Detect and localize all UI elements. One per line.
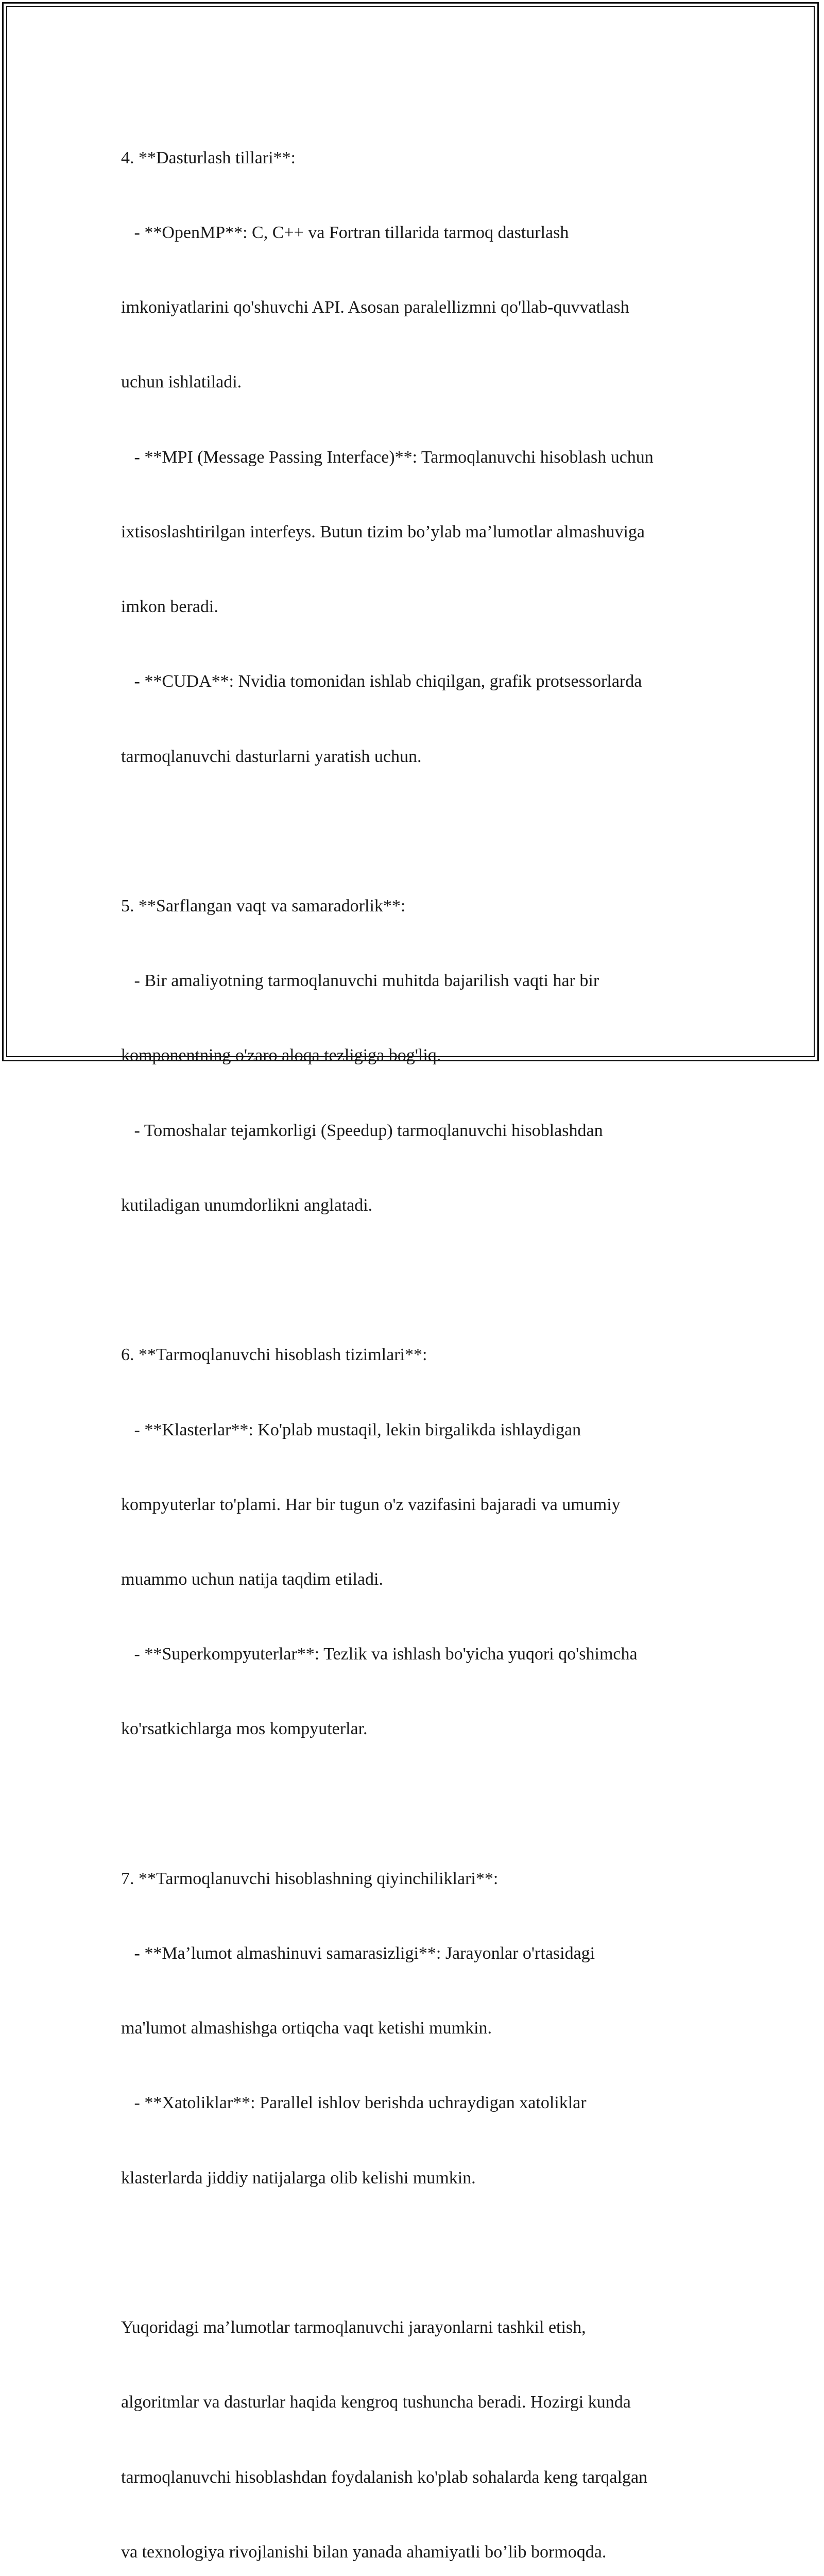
paragraph-gap (121, 819, 729, 844)
text-line: Yuqoridagi ma’lumotlar tarmoqlanuvchi jarayonlarni tashkil etish, (121, 2318, 586, 2337)
text-line: kompyuterlar to'plami. Har bir tugun o'z vazifasini bajaradi va umumiy (121, 1495, 621, 1514)
section-challenges (121, 1817, 729, 2241)
text-line: tarmoqlanuvchi hisoblashdan foydalanish ko'plab sohalarda keng tarqalgan (121, 2467, 648, 2487)
text-line: ixtisoslashtirilgan interfeys. Butun tizim bo’ylab ma’lumotlar almashuviga (121, 522, 645, 541)
section-programming-languages (121, 96, 729, 819)
text-line: algoritmlar va dasturlar haqida kengroq tushuncha beradi. Hozirgi kunda (121, 2393, 631, 2412)
text-line: va texnologiya rivojlanishi bilan yanada ahamiyatli bo’lib bormoqda. (121, 2542, 607, 2562)
text-line: klasterlarda jiddiy natijalarga olib kelishi mumkin. (121, 2168, 476, 2188)
paragraph-gap (121, 2241, 729, 2265)
paragraph-gap (121, 1268, 729, 1293)
section-heading: 6. **Tarmoqlanuvchi hisoblash tizimlari**: (121, 1345, 427, 1365)
section-heading: 4. **Dasturlash tillari**: (121, 148, 296, 167)
text-line: - Bir amaliyotning tarmoqlanuvchi muhitda bajarilish vaqti har bir (121, 971, 599, 991)
section-computing-systems (121, 1293, 729, 1791)
section-conclusion (121, 2265, 729, 2576)
text-line: - **MPI (Message Passing Interface)**: Tarmoqlanuvchi hisoblash uchun (121, 447, 654, 467)
paragraph-gap (121, 1792, 729, 1817)
text-line: uchun ishlatiladi. (121, 372, 242, 392)
text-line: - **Klasterlar**: Ko'plab mustaqil, lekin birgalikda ishlaydigan (121, 1420, 581, 1439)
text-line: - **CUDA**: Nvidia tomonidan ishlab chiqilgan, grafik protsessorlarda (121, 672, 642, 691)
text-line: - **Ma’lumot almashinuvi samarasizligi**: Jarayonlar o'rtasidagi (121, 1944, 595, 1963)
text-line: tarmoqlanuvchi dasturlarni yaratish uchun. (121, 747, 422, 766)
text-line: imkon beradi. (121, 597, 218, 617)
text-line: imkoniyatlarini qo'shuvchi API. Asosan paralellizmni qo'llab-quvvatlash (121, 298, 629, 317)
text-line: - Tomoshalar tejamkorligi (Speedup) tarmoqlanuvchi hisoblashdan (121, 1121, 603, 1140)
text-line: kutiladigan unumdorlikni anglatadi. (121, 1195, 373, 1215)
text-line: ma'lumot almashishga ortiqcha vaqt ketishi mumkin. (121, 2019, 492, 2038)
text-line: - **Xatoliklar**: Parallel ishlov berishda uchraydigan xatoliklar (121, 2093, 587, 2113)
text-line: komponentning o'zaro aloqa tezligiga bog'liq. (121, 1046, 441, 1065)
text-line: - **OpenMP**: C, C++ va Fortran tillarida tarmoq dasturlash (121, 223, 569, 243)
section-time-efficiency (121, 844, 729, 1268)
text-line: muammo uchun natija taqdim etiladi. (121, 1569, 383, 1589)
text-line: ko'rsatkichlarga mos kompyuterlar. (121, 1719, 368, 1739)
section-heading: 5. **Sarflangan vaqt va samaradorlik**: (121, 896, 406, 916)
document-body (121, 96, 729, 2576)
text-line: - **Superkompyuterlar**: Tezlik va ishlash bo'yicha yuqori qo'shimcha (121, 1645, 638, 1664)
section-heading: 7. **Tarmoqlanuvchi hisoblashning qiyinchiliklari**: (121, 1869, 499, 1888)
